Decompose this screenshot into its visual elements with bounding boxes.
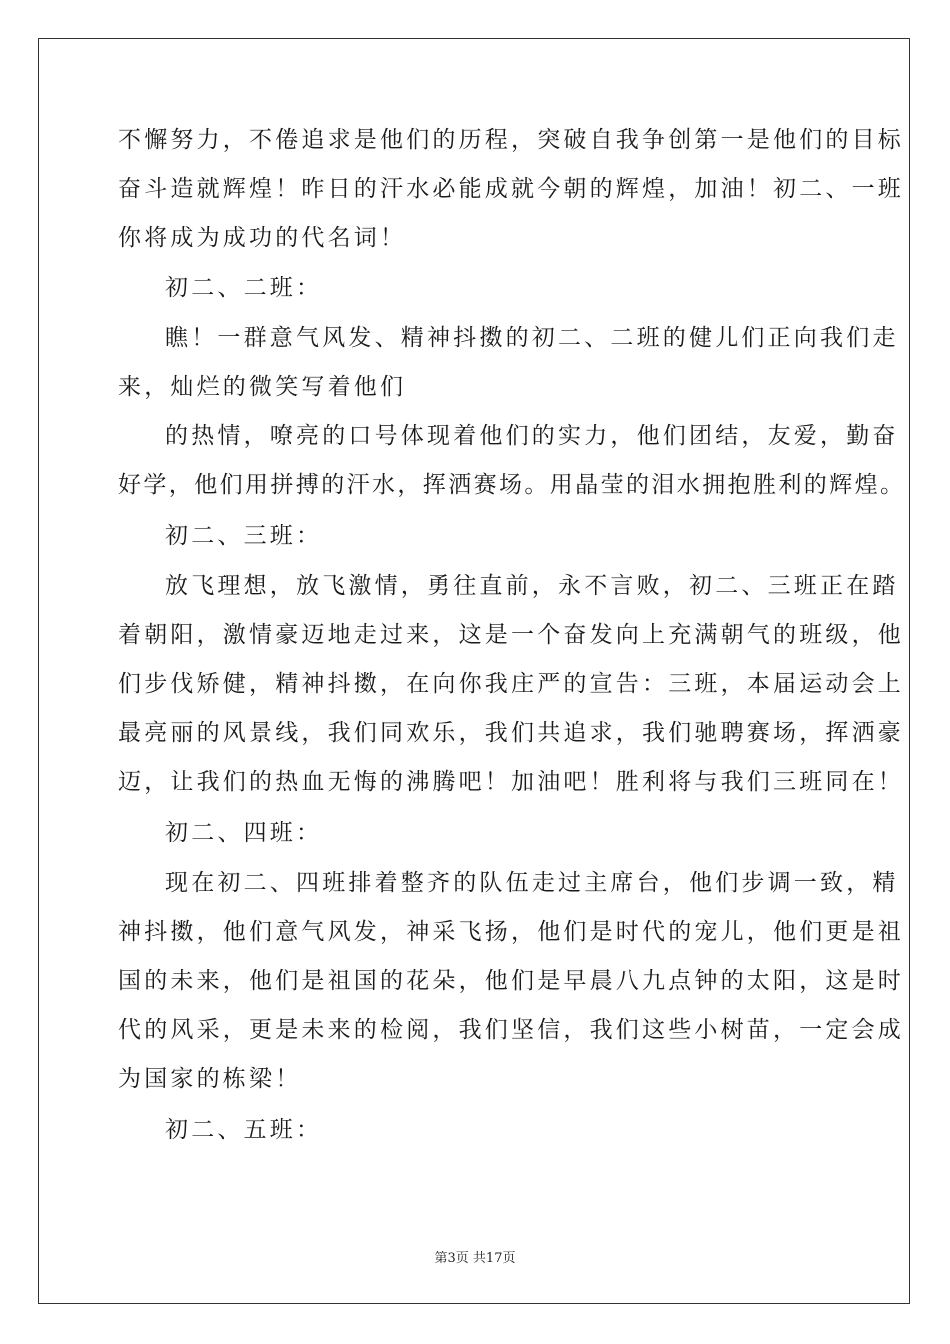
- text-line: 好学，他们用拼搏的汗水，挥洒赛场。用晶莹的泪水拥抱胜利的辉煌。: [118, 472, 906, 498]
- class-heading-5: 初二、五班：: [165, 1117, 323, 1143]
- class-heading-2: 初二、二班：: [165, 275, 323, 301]
- text-line: 代的风采，更是未来的检阅，我们坚信，我们这些小树苗，一定会成: [118, 1017, 904, 1043]
- text-line: 迈，让我们的热血无悔的沸腾吧！加油吧！胜利将与我们三班同在！: [118, 769, 904, 795]
- text-line: 来，灿烂的微笑写着他们: [118, 374, 407, 400]
- text-line: 现在初二、四班排着整齐的队伍走过主席台，他们步调一致，精: [165, 870, 899, 896]
- text-line: 不懈努力，不倦追求是他们的历程，突破自我争创第一是他们的目标: [118, 127, 904, 153]
- text-line: 你将成为成功的代名词！: [118, 225, 407, 251]
- class-heading-3: 初二、三班：: [165, 523, 323, 549]
- text-line: 奋斗造就辉煌！昨日的汗水必能成就今朝的辉煌，加油！初二、一班: [118, 176, 904, 202]
- text-line: 最亮丽的风景线，我们同欢乐，我们共追求，我们驰聘赛场，挥洒豪: [118, 720, 904, 746]
- text-line: 为国家的栋梁！: [118, 1066, 302, 1092]
- text-line: 的热情，嘹亮的口号体现着他们的实力，他们团结，友爱，勤奋: [165, 423, 899, 449]
- text-line: 瞧！一群意气风发、精神抖擞的初二、二班的健儿们正向我们走: [165, 325, 899, 351]
- text-line: 们步伐矫健，精神抖擞，在向你我庄严的宣告：三班，本届运动会上: [118, 671, 904, 697]
- text-line: 放飞理想，放飞激情，勇往直前，永不言败，初二、三班正在踏: [165, 573, 899, 599]
- text-line: 着朝阳，激情豪迈地走过来，这是一个奋发向上充满朝气的班级，他: [118, 622, 904, 648]
- text-line: 神抖擞，他们意气风发，神采飞扬，他们是时代的宠儿，他们更是祖: [118, 919, 904, 945]
- text-line: 国的未来，他们是祖国的花朵，他们是早晨八九点钟的太阳，这是时: [118, 968, 904, 994]
- page-number-footer: 第3页 共17页: [434, 1251, 516, 1266]
- class-heading-4: 初二、四班：: [165, 820, 323, 846]
